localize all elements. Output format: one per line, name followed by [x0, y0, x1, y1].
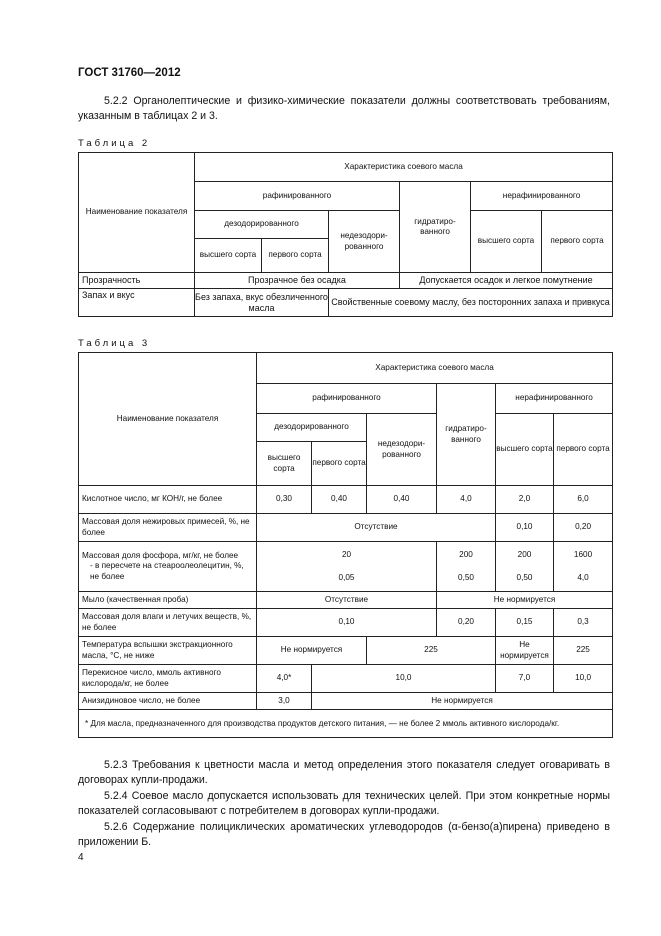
- t3-row-moisture-name: Массовая доля влаги и летучих веществ, %, не более: [79, 609, 257, 637]
- t3-row-phosphorus-b: [437, 542, 496, 592]
- t2-header-unrefined-high: высшего сорта: [471, 211, 542, 273]
- t2-row-smell-deodorized: Без запаха, вкус обезличенного масла: [195, 289, 329, 317]
- t3-row-peroxide-a: 4,0*: [257, 665, 312, 693]
- t2-row-smell-other: Свойственные соевому маслу, без посторонних запаха и привкуса: [329, 289, 613, 317]
- t3-row-acid-v4: 4,0: [437, 486, 496, 514]
- t3-row-acid-v3: 0,40: [367, 486, 437, 514]
- t3-row-phosphorus-c: [496, 542, 554, 592]
- t3-header-refined: рафинированного: [257, 384, 437, 414]
- t3-row-flash-a: Не нормируется: [257, 637, 367, 665]
- t2-header-hydrated: гидратиро-ванного: [400, 182, 471, 273]
- t3-row-moisture-d: 0,3: [554, 609, 613, 637]
- t3-row-phosphorus-sublabel: - в пересчете на стеароолеолецитин, %, не более: [90, 561, 244, 581]
- t3-row-acid-v1: 0,30: [257, 486, 312, 514]
- t3-row-anisidine-name: Анизидиновое число, не более: [79, 693, 257, 710]
- t3-row-impurities-b: 0,10: [496, 514, 554, 542]
- document-header: ГОСТ 31760—2012: [78, 67, 181, 79]
- t2-header-unrefined-first: первого сорта: [542, 211, 613, 273]
- t3-header-unrefined-high: высшего сорта: [496, 414, 554, 486]
- t3-row-flash-c: Не нормируется: [496, 637, 554, 665]
- t2-header-unrefined: нерафинированного: [471, 182, 613, 211]
- t3-header-unrefined: нерафинированного: [496, 384, 613, 414]
- paragraph-5-2-2: 5.2.2 Органолептические и физико-химические показатели должны соответствовать требованиям, указанным в таблицах 2 и 3.: [78, 95, 610, 122]
- t3-row-phosphorus-name: [79, 542, 257, 592]
- table-3-caption: Таблица 3: [78, 338, 151, 349]
- page-number: 4: [78, 852, 84, 863]
- t3-row-phosphorus-a: [257, 542, 437, 592]
- paragraph-5-2-6: 5.2.6 Содержание полициклических ароматических углеводородов (α-бензо(а)пирена) приведено в приложении Б.: [78, 821, 610, 848]
- t3-header-deodorized-high: высшего сорта: [257, 442, 312, 486]
- t3-row-moisture-a: 0,10: [257, 609, 437, 637]
- t3-row-phosphorus-d1: 1600: [573, 550, 593, 559]
- t3-row-acid-v2: 0,40: [312, 486, 367, 514]
- t3-row-soap-a: Отсутствие: [257, 592, 437, 609]
- t3-row-acid-name: Кислотное число, мг КОН/г, не более: [79, 486, 257, 514]
- t3-row-anisidine-b: Не нормируется: [312, 693, 613, 710]
- t2-header-characteristic: Характеристика соевого масла: [195, 153, 613, 182]
- t3-header-hydrated: гидратиро-ванного: [437, 384, 496, 486]
- t2-row-transparency-other: Допускается осадок и легкое помутнение: [400, 273, 613, 289]
- t3-row-phosphorus-a1: 20: [341, 550, 352, 559]
- t3-row-moisture-b: 0,20: [437, 609, 496, 637]
- t2-header-nondeodorized: недезодори-рованного: [329, 211, 400, 273]
- t3-header-deodorized-first: первого сорта: [312, 442, 367, 486]
- t2-row-transparency-name: Прозрачность: [79, 273, 195, 289]
- t3-row-flash-name: Температура вспышки экстракционного масла, °С, не ниже: [79, 637, 257, 665]
- t3-row-acid-v5: 2,0: [496, 486, 554, 514]
- t3-row-soap-name: Мыло (качественная проба): [79, 592, 257, 609]
- t3-row-peroxide-b: 10,0: [312, 665, 496, 693]
- t3-row-phosphorus-d: [554, 542, 613, 592]
- t3-row-peroxide-d: 10,0: [554, 665, 613, 693]
- t3-row-impurities-a: Отсутствие: [257, 514, 496, 542]
- t2-header-deodorized-high: высшего сорта: [195, 239, 262, 273]
- t3-row-anisidine-a: 3,0: [257, 693, 312, 710]
- t2-header-refined: рафинированного: [195, 182, 400, 211]
- t2-row-smell-name: Запах и вкус: [79, 289, 195, 317]
- t3-row-acid-v6: 6,0: [554, 486, 613, 514]
- t3-row-peroxide-name: Перекисное число, ммоль активного кислорода/кг, не более: [79, 665, 257, 693]
- paragraph-5-2-3: 5.2.3 Требования к цветности масла и метод определения этого показателя следует оговаривать в договорах купли-продажи.: [78, 759, 610, 786]
- t3-row-phosphorus-a2: 0,05: [338, 572, 355, 582]
- t3-row-phosphorus-c1: 200: [517, 550, 532, 559]
- t3-header-nondeodorized: недезодори-рованного: [367, 414, 437, 486]
- t2-header-name: Наименование показателя: [79, 153, 195, 273]
- t3-row-flash-d: 225: [554, 637, 613, 665]
- table-2: [78, 152, 613, 317]
- t2-row-transparency-refined: Прозрачное без осадка: [195, 273, 400, 289]
- t3-row-soap-b: Не нормируется: [437, 592, 613, 609]
- table-3: [78, 352, 613, 738]
- t3-row-flash-b: 225: [367, 637, 496, 665]
- t3-row-phosphorus-b2: 0,50: [458, 572, 474, 582]
- t3-header-deodorized: дезодорированного: [257, 414, 367, 442]
- t3-header-characteristic: Характеристика соевого масла: [257, 353, 613, 384]
- t2-header-deodorized: дезодорированного: [195, 211, 329, 239]
- t3-header-unrefined-first: первого сорта: [554, 414, 613, 486]
- t3-header-name: Наименование показателя: [79, 353, 257, 486]
- t3-footnote: * Для масла, предназначенного для производства продуктов детского питания, — не более 2 ммоль активного кислорода/кг.: [79, 710, 613, 738]
- t3-row-moisture-c: 0,15: [496, 609, 554, 637]
- paragraph-5-2-4: 5.2.4 Соевое масло допускается использовать для технических целей. При этом конкретные нормы показателей согласовывают с потребителем в договорах купли-продажи.: [78, 790, 610, 817]
- table-2-caption: Таблица 2: [78, 138, 151, 149]
- t3-row-impurities-c: 0,20: [554, 514, 613, 542]
- t3-row-phosphorus-label: Массовая доля фосфора, мг/кг, не более: [82, 550, 239, 560]
- t3-row-phosphorus-c2: 0,50: [516, 572, 533, 582]
- t3-row-peroxide-c: 7,0: [496, 665, 554, 693]
- t2-header-deodorized-first: первого сорта: [262, 239, 329, 273]
- t3-row-impurities-name: Массовая доля нежировых примесей, %, не более: [79, 514, 257, 542]
- t3-row-phosphorus-b1: 200: [459, 550, 473, 559]
- t3-row-phosphorus-d2: 4,0: [577, 572, 589, 582]
